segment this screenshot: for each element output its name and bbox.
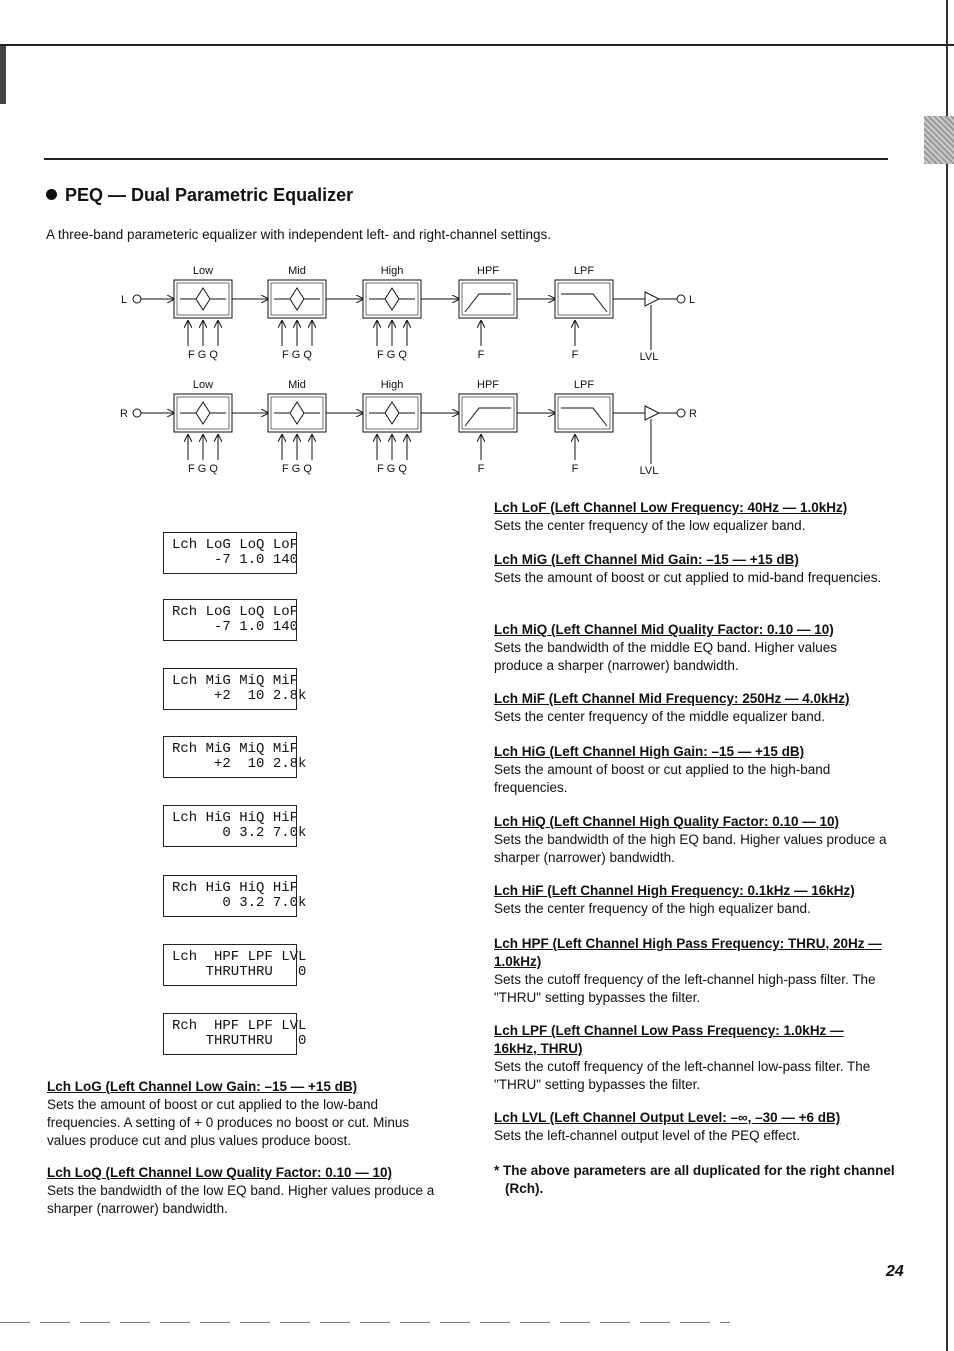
lcd-display — [163, 875, 307, 917]
param-description: Sets the amount of boost or cut applied to mid-band frequencies. — [494, 570, 882, 585]
block-param-labels: F G Q — [282, 349, 312, 361]
param-lch-mif — [494, 690, 889, 726]
lcd-line-1: Rch HiG HiQ HiF — [172, 880, 299, 896]
param-lch-hif — [494, 882, 889, 918]
param-lch-log — [47, 1078, 447, 1150]
param-lch-lvl — [494, 1109, 889, 1145]
block-label: Mid — [288, 265, 306, 277]
lcd-line-1: Lch HiG HiQ HiF — [172, 810, 299, 826]
block-label: Low — [192, 379, 214, 391]
block-label: Low — [192, 265, 214, 277]
lcd-line-1: Rch MiG MiQ MiF — [172, 741, 299, 757]
block-param-labels: F — [477, 463, 485, 475]
bullet-icon — [46, 189, 57, 200]
param-title: Lch LoF (Left Channel Low Frequency: 40Hz — 1.0kHz) — [494, 500, 848, 515]
input-node — [133, 295, 141, 303]
side-tab-marker — [924, 116, 954, 164]
top-rule — [0, 44, 954, 46]
param-lch-lpf — [494, 1022, 889, 1094]
rch-duplication-note: * The above parameters are all duplicated for the right channel (Rch). — [494, 1163, 895, 1196]
lcd-display — [163, 805, 307, 847]
channel-output-label: R — [689, 408, 697, 420]
block-label: Mid — [288, 379, 306, 391]
lcd-line-2: -7 1.0 140 — [172, 619, 299, 635]
param-lch-lof — [494, 499, 889, 535]
param-description: Sets the amount of boost or cut applied to the high-band frequencies. — [494, 762, 831, 795]
param-description: Sets the cutoff frequency of the left-channel high-pass filter. The "THRU" setting bypasses the filter. — [494, 972, 876, 1005]
block-label: LPF — [573, 265, 595, 277]
param-title: Lch MiG (Left Channel Mid Gain: –15 — +15 dB) — [494, 552, 799, 567]
lcd-display — [163, 532, 297, 574]
bottom-rule — [0, 1322, 730, 1323]
param-title: Lch HiG (Left Channel High Gain: –15 — +15 dB) — [494, 744, 805, 759]
block-label: LPF — [573, 379, 595, 391]
param-description: Sets the amount of boost or cut applied to the low-band frequencies. A setting of + 0 produces no boost or cut. Minus values produce cut and plus values produce boost. — [47, 1097, 410, 1148]
output-node — [677, 409, 685, 417]
lcd-line-1: Lch HPF LPF LVL — [172, 949, 307, 965]
param-lch-hig — [494, 743, 889, 797]
lcd-line-2: +2 10 2.8k — [172, 756, 307, 772]
param-lch-miq — [494, 621, 889, 675]
level-amp-icon — [645, 292, 659, 306]
input-node — [133, 409, 141, 417]
channel-input-label: R — [120, 408, 128, 420]
param-description: Sets the bandwidth of the high EQ band. Higher values produce a sharper (narrower) bandwidth. — [494, 832, 887, 865]
param-lch-hpf — [494, 935, 889, 1007]
lcd-line-1: Rch HPF LPF LVL — [172, 1018, 307, 1034]
lcd-display — [163, 1013, 307, 1055]
param-title: Lch MiQ (Left Channel Mid Quality Factor: 0.10 — 10) — [494, 622, 834, 637]
eq-block — [459, 394, 517, 432]
block-param-labels: F — [571, 349, 579, 361]
param-title: Lch HiF (Left Channel High Frequency: 0.1kHz — 16kHz) — [494, 883, 855, 898]
page-number: 24 — [886, 1263, 904, 1280]
lcd-line-2: +2 10 2.8k — [172, 688, 307, 704]
eq-block — [555, 280, 613, 318]
param-lch-loq — [47, 1164, 447, 1218]
param-title: Lch LVL (Left Channel Output Level: –∞, –30 — +6 dB) — [494, 1110, 841, 1125]
param-description: Sets the center frequency of the low equalizer band. — [494, 518, 806, 533]
param-description: Sets the bandwidth of the middle EQ band. Higher values produce a sharper (narrower) bandwidth. — [494, 640, 837, 673]
block-param-labels: F G Q — [282, 463, 312, 475]
param-title: Lch LoQ (Left Channel Low Quality Factor: 0.10 — 10) — [47, 1165, 393, 1180]
lcd-line-2: -7 1.0 140 — [172, 552, 299, 568]
lcd-line-1: Lch LoG LoQ LoF — [172, 537, 299, 553]
channel-output-label: L — [689, 294, 696, 306]
block-param-labels: F G Q — [188, 463, 218, 475]
block-label: HPF — [477, 379, 499, 391]
param-description: Sets the center frequency of the high equalizer band. — [494, 901, 811, 916]
block-param-labels: F — [477, 349, 485, 361]
param-description: Sets the bandwidth of the low EQ band. Higher values produce a sharper (narrower) bandwidth. — [47, 1183, 435, 1216]
block-label: HPF — [477, 265, 499, 277]
lcd-display — [163, 668, 307, 710]
level-label: LVL — [639, 465, 659, 477]
param-description: Sets the center frequency of the middle equalizer band. — [494, 709, 825, 724]
output-node — [677, 295, 685, 303]
level-label: LVL — [639, 351, 659, 363]
block-param-labels: F G Q — [188, 349, 218, 361]
block-param-labels: F G Q — [377, 463, 407, 475]
param-description: Sets the left-channel output level of the PEQ effect. — [494, 1128, 800, 1143]
block-param-labels: F G Q — [377, 349, 407, 361]
block-label: High — [380, 265, 404, 277]
lcd-line-2: 0 3.2 7.0k — [172, 895, 307, 911]
param-lch-hiq — [494, 813, 889, 867]
lcd-display — [163, 599, 297, 641]
lcd-line-2: 0 3.2 7.0k — [172, 825, 307, 841]
lcd-line-1: Rch LoG LoQ LoF — [172, 604, 299, 620]
param-title: Lch HPF (Left Channel High Pass Frequency: THRU, 20Hz — 1.0kHz) — [494, 936, 882, 969]
param-title: Lch LoG (Left Channel Low Gain: –15 — +15 dB) — [47, 1079, 358, 1094]
lcd-line-2: THRUTHRU 0 — [172, 964, 307, 980]
eq-block — [555, 394, 613, 432]
block-label: High — [380, 379, 404, 391]
section-heading — [46, 185, 353, 206]
level-amp-icon — [645, 406, 659, 420]
page-edge — [946, 0, 948, 1351]
param-title: Lch MiF (Left Channel Mid Frequency: 250Hz — 4.0kHz) — [494, 691, 850, 706]
param-title: Lch LPF (Left Channel Low Pass Frequency: 1.0kHz — 16kHz, THRU) — [494, 1023, 844, 1056]
block-param-labels: F — [571, 463, 579, 475]
lcd-display — [163, 736, 307, 778]
section-intro: A three-band parameteric equalizer with independent left- and right-channel settings. — [46, 227, 552, 242]
section-rule — [44, 158, 888, 160]
eq-block — [459, 280, 517, 318]
param-description: Sets the cutoff frequency of the left-channel low-pass filter. The "THRU" setting bypasses the filter. — [494, 1059, 871, 1092]
lcd-line-1: Lch MiG MiQ MiF — [172, 673, 299, 689]
param-title: Lch HiQ (Left Channel High Quality Factor: 0.10 — 10) — [494, 814, 840, 829]
lcd-line-2: THRUTHRU 0 — [172, 1033, 307, 1049]
channel-input-label: L — [120, 294, 128, 306]
lcd-display — [163, 944, 307, 986]
peq-signal-flow-diagram — [0, 256, 954, 486]
section-title: PEQ — Dual Parametric Equalizer — [65, 185, 354, 205]
param-lch-mig — [494, 551, 889, 587]
page-corner-mark — [0, 44, 6, 104]
